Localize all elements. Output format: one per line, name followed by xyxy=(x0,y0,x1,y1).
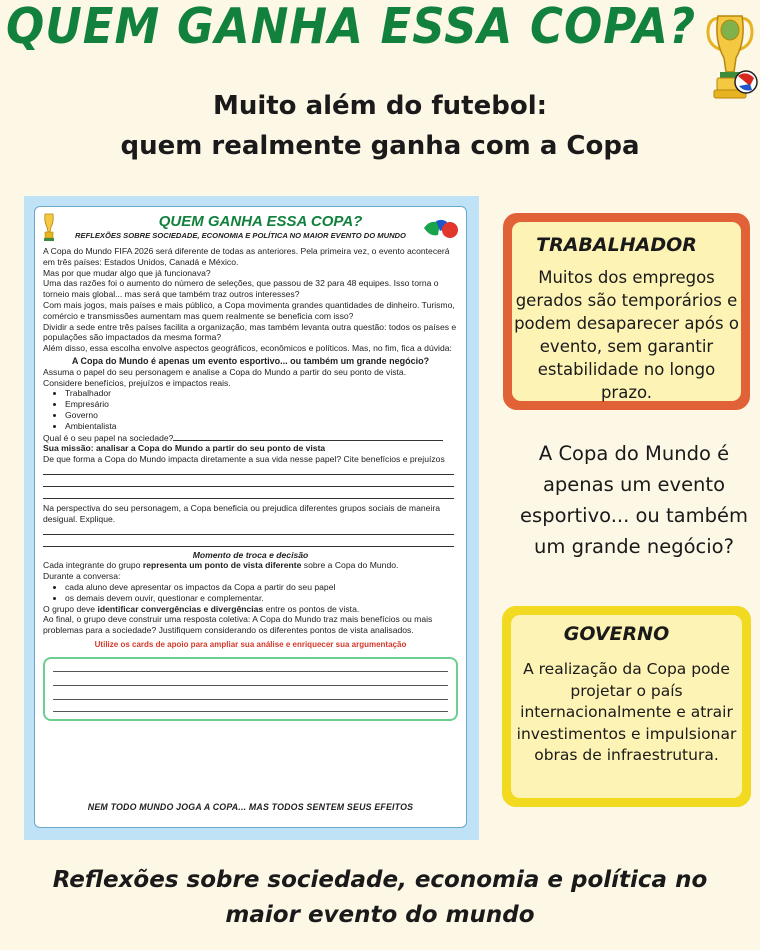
card-body: Muitos dos empregos gerados são temporários e podem desaparecer após o evento, sem garantir estabilidade no longo prazo. xyxy=(514,268,739,402)
worksheet-paragraph: Além disso, essa escolha envolve aspectos geográficos, econômicos e políticos. Mas, no fim, fica a dúvida: xyxy=(43,343,452,354)
worksheet-title: QUEM GANHA ESSA COPA? xyxy=(158,213,363,230)
role-item: • Empresário xyxy=(65,399,458,410)
card-trabalhador xyxy=(503,213,750,410)
role-question-text: Qual é o seu papel na sociedade? xyxy=(43,432,174,443)
worksheet-footer: NEM TODO MUNDO JOGA A COPA... MAS TODOS SENTEM SEUS EFEITOS xyxy=(87,802,414,813)
answer-line[interactable] xyxy=(43,525,454,535)
conv-text: entre os pontos de vista. xyxy=(263,603,360,614)
central-question: A Copa do Mundo é apenas um evento esportivo... ou também um grande negócio? xyxy=(520,442,748,558)
worksheet-subtitle: REFLEXÕES SOBRE SOCIEDADE, ECONOMIA E POLÍTICA NO MAIOR EVENTO DO MUNDO xyxy=(75,231,406,240)
role-list xyxy=(43,388,458,431)
final-instruction: Ao final, o grupo deve construir uma resposta coletiva: A Copa do Mundo traz mais benefícios ou mais problemas para a sociedade? Justifiquem considerando os diferentes pontos de vista analisados. xyxy=(43,614,433,636)
card-heading: TRABALHADOR xyxy=(536,234,697,256)
role-item: • Trabalhador xyxy=(65,388,458,399)
answer-line xyxy=(53,699,448,700)
role-item: • Ambientalista xyxy=(65,421,458,432)
worksheet-preview xyxy=(24,196,479,840)
role-item: • Governo xyxy=(65,410,458,421)
answer-line[interactable] xyxy=(43,537,454,547)
worksheet-instruction: Considere benefícios, prejuízos e impactos reais. xyxy=(43,377,231,388)
world-cup-2026-logo xyxy=(422,217,460,239)
trophy-icon xyxy=(41,213,57,241)
answer-line[interactable] xyxy=(43,489,454,499)
worksheet-instruction: Assuma o papel do seu personagem e analise a Copa do Mundo a partir do seu ponto de vista. xyxy=(43,366,407,377)
during-label: Durante a conversa: xyxy=(43,571,121,582)
moment-title: Momento de troca e decisão xyxy=(192,549,309,560)
answer-line[interactable] xyxy=(43,477,454,487)
during-list xyxy=(43,582,458,604)
convergence-instruction xyxy=(43,604,458,615)
mission-question-2: Na perspectiva do seu personagem, a Copa beneficia ou prejudica diferentes grupos sociais de maneira desigual. Explique. xyxy=(43,502,440,524)
worksheet-paragraph: Mas por que mudar algo que já funcionava? xyxy=(43,267,211,278)
card-body: A realização da Copa pode projetar o país internacionalmente e atrair investimentos e impulsionar obras de infraestrutura. xyxy=(516,660,737,764)
bottom-caption xyxy=(0,863,760,933)
conv-text-bold: identificar convergências e divergências xyxy=(97,603,264,614)
worksheet-question-title: A Copa do Mundo é apenas um evento esportivo... ou também um grande negócio? xyxy=(71,355,430,366)
conv-text: O grupo deve xyxy=(43,603,98,614)
page-title: QUEM GANHA ESSA COPA? xyxy=(6,0,697,56)
mission-question-1: De que forma a Copa do Mundo impacta diretamente a sua vida nesse papel? Cite benefícios e prejuízos xyxy=(43,454,445,465)
during-item: • os demais devem ouvir, questionar e complementar. xyxy=(65,593,458,604)
during-item: • cada aluno deve apresentar os impactos da Copa a partir do seu papel xyxy=(65,582,458,593)
worksheet-paragraph: Uma das razões foi o aumento do número de seleções, que passou de 32 para 48 equipes. Isso torna o torneio mais global... mas será que também traz outros interesses? xyxy=(43,278,439,300)
bottom-line-1: Reflexões sobre sociedade, economia e política no xyxy=(52,867,708,893)
worksheet-paragraph: Com mais jogos, mais países e mais público, a Copa movimenta grandes quantidades de dinheiro. Turismo, comércio e transmissões aumentam mas quem realmente se beneficia com isso? xyxy=(43,299,455,321)
worksheet-page xyxy=(34,206,467,828)
answer-line xyxy=(53,685,448,686)
group-text-bold: representa um ponto de vista diferente xyxy=(142,560,302,571)
answer-line xyxy=(53,671,448,672)
answer-line xyxy=(53,711,448,712)
answer-line[interactable] xyxy=(43,465,454,475)
page-subtitle xyxy=(0,86,760,166)
subtitle-line-1: Muito além do futebol: xyxy=(212,91,548,121)
cards-hint: Utilize os cards de apoio para ampliar sua análise e enriquecer sua argumentação xyxy=(94,639,407,649)
answer-box[interactable] xyxy=(43,657,458,721)
answer-line[interactable] xyxy=(173,432,443,441)
bottom-line-2: maior evento do mundo xyxy=(225,902,535,928)
card-inner xyxy=(512,222,741,401)
mission-title: Sua missão: analisar a Copa do Mundo a partir do seu ponto de vista xyxy=(43,443,326,454)
card-governo xyxy=(502,606,751,807)
group-text: Cada integrante do grupo xyxy=(43,560,143,571)
card-inner xyxy=(511,615,742,798)
role-question xyxy=(43,432,458,444)
group-instruction xyxy=(43,560,458,571)
card-heading: GOVERNO xyxy=(563,623,670,645)
subtitle-line-2: quem realmente ganha com a Copa xyxy=(120,131,640,161)
worksheet-paragraph: A Copa do Mundo FIFA 2026 será diferente de todas as anteriores. Pela primeira vez, o evento acontecerá em três países: Estados Unidos, Canadá e México. xyxy=(43,246,450,267)
worksheet-paragraph: Dividir a sede entre três países facilita a organização, mas também levanta outra questão: todos os países e populações são impactados da mesma forma? xyxy=(43,321,457,343)
group-text: sobre a Copa do Mundo. xyxy=(301,560,399,571)
